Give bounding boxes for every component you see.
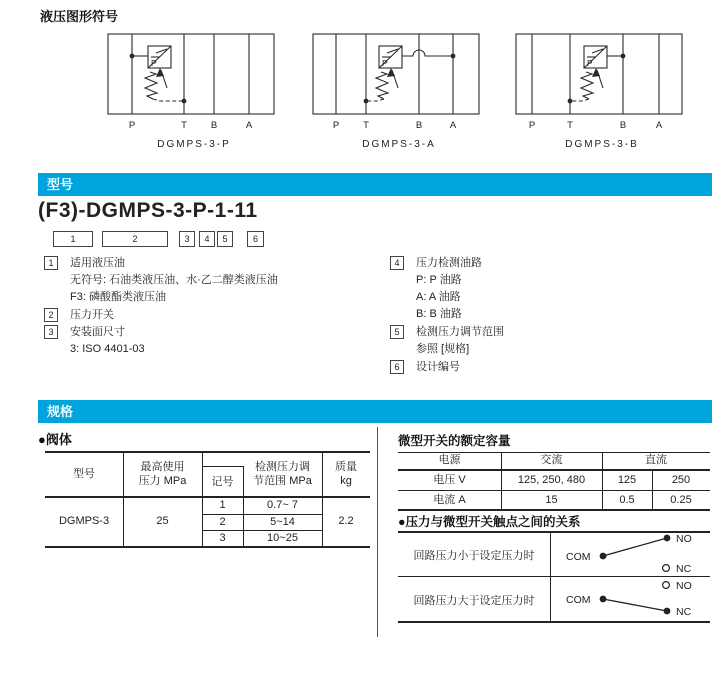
item-num-6: 6 <box>390 360 404 374</box>
cell-range: 0.7~ 7 <box>267 499 298 511</box>
hydraulic-symbol-dgmps-3-a <box>309 28 484 153</box>
ms-header-dc: 直流 <box>645 454 667 466</box>
cell-range: 5~14 <box>270 516 295 528</box>
col-header-model: 型号 <box>73 468 95 480</box>
switch-letter: P <box>151 58 157 68</box>
item-line: 参照 [规格] <box>416 343 470 355</box>
contacts-title: ●压力与微型开关触点之间的关系 <box>398 515 581 529</box>
item-title: 检测压力调节范围 <box>416 326 504 338</box>
section-header-spec: 规格 <box>38 400 712 423</box>
switch-letter: P <box>587 58 593 68</box>
cell-mark: 3 <box>219 532 226 544</box>
contact-row-label: 回路压力小于设定压力时 <box>413 550 535 562</box>
item-title: 设计编号 <box>416 361 460 373</box>
no-label: NO <box>676 580 692 592</box>
com-label: COM <box>566 551 591 563</box>
arrow-icon <box>592 68 600 77</box>
micro-switch-table <box>398 452 710 511</box>
port-label: B <box>619 120 627 131</box>
col-header-mark: 记号 <box>211 476 234 488</box>
code-box-4: 4 <box>199 231 215 247</box>
ms-row-label: 电流 A <box>433 494 466 506</box>
ms-cell: 15 <box>545 494 558 506</box>
item-line: B: B 油路 <box>416 308 462 320</box>
ms-header-ac: 交流 <box>540 454 563 466</box>
hydraulic-symbol-dgmps-3-b <box>512 28 687 153</box>
port-label: A <box>245 120 253 131</box>
ms-cell: 125 <box>617 474 637 486</box>
section-header-model: 型号 <box>38 173 712 196</box>
contact-row-label: 回路压力大于设定压力时 <box>413 595 535 607</box>
nc-label: NC <box>676 563 692 575</box>
arrow-icon <box>156 68 164 77</box>
diagram-caption: DGMPS-3-A <box>362 139 436 150</box>
item-num-3: 3 <box>44 325 58 339</box>
ms-cell: 125, 250, 480 <box>517 474 586 486</box>
cell-model: DGMPS-3 <box>58 515 110 527</box>
cell-range: 10~25 <box>267 532 298 544</box>
port-label: P <box>528 120 536 131</box>
item-num-1: 1 <box>44 256 58 270</box>
port-label: A <box>449 120 457 131</box>
port-label: P <box>332 120 340 131</box>
contact-diagram-above-setpoint <box>550 577 710 620</box>
diagram-caption: DGMPS-3-B <box>565 139 639 150</box>
port-label: P <box>128 120 136 131</box>
col-header-range: 节范围 MPa <box>253 475 312 487</box>
micro-switch-title: 微型开关的额定容量 <box>398 434 511 448</box>
nc-label: NC <box>676 606 692 618</box>
model-code: (F3)-DGMPS-3-P-1-11 <box>38 199 258 222</box>
column-divider <box>377 427 378 637</box>
port-label: B <box>415 120 423 131</box>
item-num-5: 5 <box>390 325 404 339</box>
item-line: F3: 磷酸酯类液压油 <box>70 291 166 303</box>
ms-cell: 0.5 <box>619 494 635 506</box>
code-box-2: 2 <box>102 231 168 247</box>
cell-max-pressure: 25 <box>156 515 169 527</box>
hydraulic-symbol-dgmps-3-p <box>104 28 279 153</box>
item-title: 压力检测油路 <box>416 257 482 269</box>
item-line: 3: ISO 4401-03 <box>70 343 145 355</box>
item-title: 压力开关 <box>70 309 114 321</box>
code-box-3: 3 <box>179 231 195 247</box>
com-label: COM <box>566 594 591 606</box>
port-label: A <box>655 120 663 131</box>
ms-cell: 250 <box>671 474 691 486</box>
contact-diagram-below-setpoint <box>550 532 710 575</box>
diagram-caption: DGMPS-3-P <box>157 139 231 150</box>
cell-mark: 2 <box>219 516 226 528</box>
contacts-table <box>398 531 710 623</box>
col-header-range: 检测压力调 <box>255 461 310 473</box>
port-label: B <box>210 120 218 131</box>
col-header-mass: kg <box>340 475 352 487</box>
valve-body-table <box>45 451 370 548</box>
item-num-2: 2 <box>44 308 58 322</box>
port-label: T <box>567 120 573 131</box>
item-line: A: A 油路 <box>416 291 461 303</box>
page-title: 液压图形符号 <box>40 9 119 24</box>
port-label: T <box>181 120 187 131</box>
cell-mass: 2.2 <box>338 515 354 527</box>
item-title: 适用液压油 <box>70 257 125 269</box>
no-label: NO <box>676 533 692 545</box>
code-box-6: 6 <box>247 231 264 247</box>
col-header-pressure: 压力 MPa <box>138 475 187 487</box>
ms-row-label: 电压 V <box>433 474 466 486</box>
valve-body-title: ●阀体 <box>38 432 72 447</box>
item-line: 无符号: 石油类液压油、水·乙二醇类液压油 <box>70 274 278 286</box>
code-box-1: 1 <box>53 231 93 247</box>
port-label: T <box>363 120 369 131</box>
cell-mark: 1 <box>219 499 226 511</box>
code-box-5: 5 <box>217 231 233 247</box>
item-title: 安装面尺寸 <box>70 326 125 338</box>
item-num-4: 4 <box>390 256 404 270</box>
switch-letter: P <box>382 58 388 68</box>
col-header-mass: 质量 <box>335 461 357 473</box>
ms-cell: 0.25 <box>670 494 692 506</box>
item-line: P: P 油路 <box>416 274 462 286</box>
arrow-icon <box>387 68 395 77</box>
ms-header-power: 电源 <box>438 454 461 466</box>
col-header-pressure: 最高使用 <box>140 461 185 473</box>
